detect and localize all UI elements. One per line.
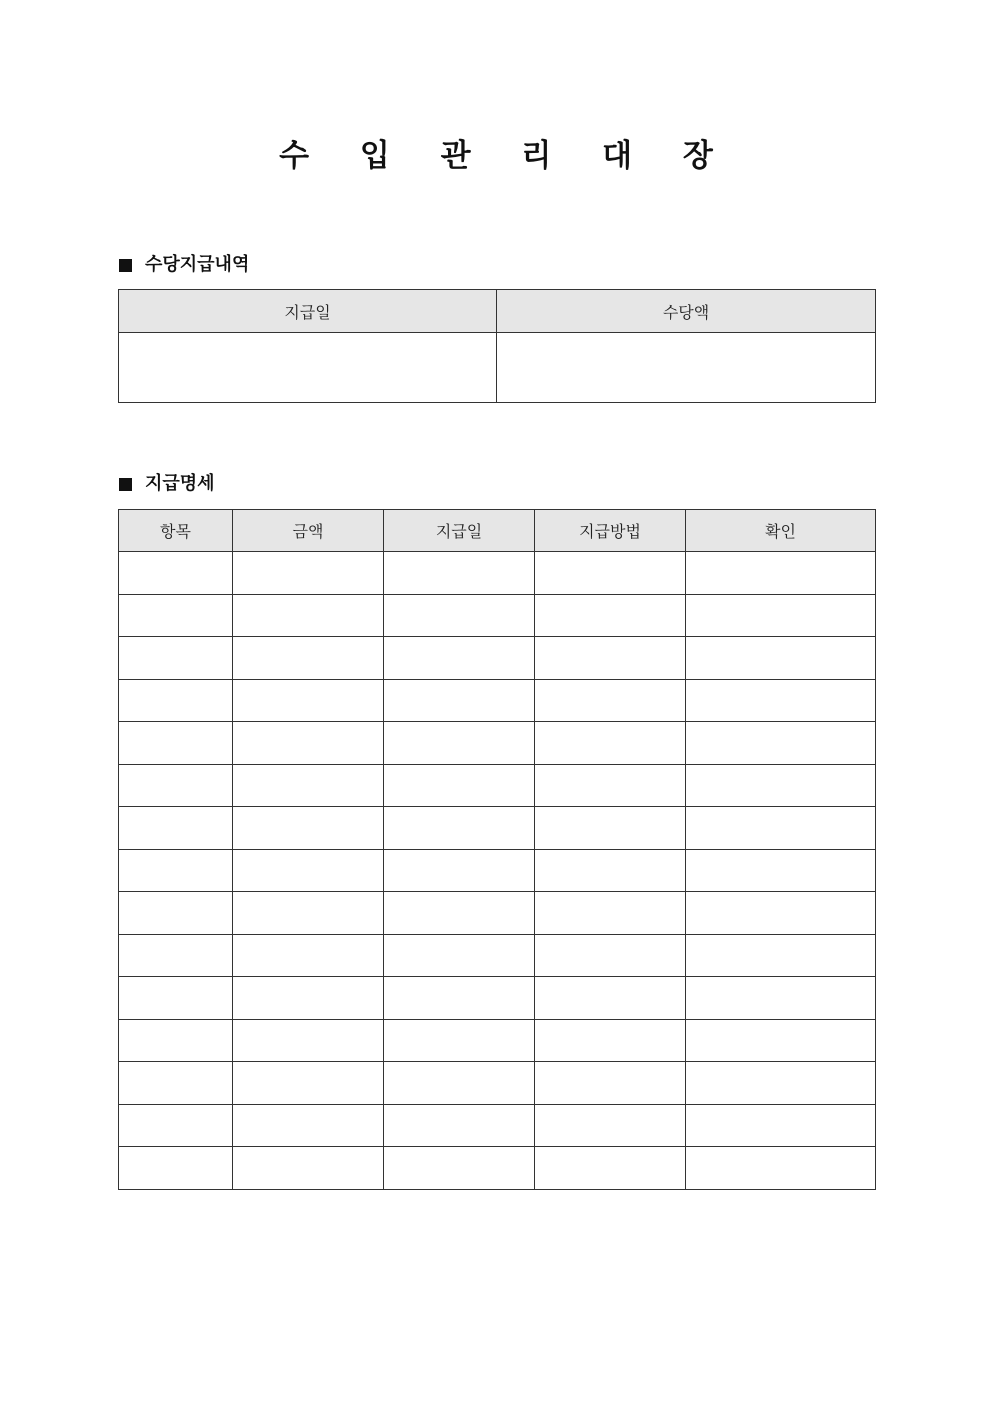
payment-date-cell[interactable] <box>384 1019 535 1062</box>
payment-method-cell[interactable] <box>535 637 686 680</box>
allowance-table <box>118 289 876 403</box>
details-section-heading <box>119 471 215 497</box>
square-bullet-icon <box>119 259 132 272</box>
item-cell[interactable] <box>119 1147 233 1190</box>
header-amount: 금액 <box>233 510 384 552</box>
payment-date-cell[interactable] <box>119 333 497 403</box>
item-cell[interactable] <box>119 552 233 595</box>
amount-cell[interactable] <box>233 594 384 637</box>
details-section-label: 지급명세 <box>145 473 215 494</box>
payment-method-cell[interactable] <box>535 594 686 637</box>
amount-cell[interactable] <box>233 807 384 850</box>
payment-method-cell[interactable] <box>535 1019 686 1062</box>
amount-cell[interactable] <box>233 892 384 935</box>
payment-method-cell[interactable] <box>535 1104 686 1147</box>
table-row <box>119 934 876 977</box>
allowance-header-row <box>119 290 876 333</box>
confirmation-cell[interactable] <box>686 1019 876 1062</box>
table-row <box>119 1104 876 1147</box>
payment-date-cell[interactable] <box>384 679 535 722</box>
header-confirmation: 확인 <box>686 510 876 552</box>
payment-method-cell[interactable] <box>535 722 686 765</box>
payment-date-cell[interactable] <box>384 934 535 977</box>
item-cell[interactable] <box>119 764 233 807</box>
payment-method-cell[interactable] <box>535 764 686 807</box>
payment-date-cell[interactable] <box>384 722 535 765</box>
amount-cell[interactable] <box>233 849 384 892</box>
item-cell[interactable] <box>119 807 233 850</box>
allowance-section-label: 수당지급내역 <box>145 254 250 275</box>
confirmation-cell[interactable] <box>686 594 876 637</box>
amount-cell[interactable] <box>233 1147 384 1190</box>
amount-cell[interactable] <box>233 637 384 680</box>
header-payment-date: 지급일 <box>119 290 497 333</box>
details-header-row <box>119 510 876 552</box>
confirmation-cell[interactable] <box>686 1147 876 1190</box>
payment-method-cell[interactable] <box>535 552 686 595</box>
confirmation-cell[interactable] <box>686 977 876 1020</box>
payment-date-cell[interactable] <box>384 849 535 892</box>
item-cell[interactable] <box>119 594 233 637</box>
payment-method-cell[interactable] <box>535 1147 686 1190</box>
table-row <box>119 849 876 892</box>
payment-method-cell[interactable] <box>535 977 686 1020</box>
item-cell[interactable] <box>119 1104 233 1147</box>
amount-cell[interactable] <box>233 1062 384 1105</box>
table-row <box>119 1019 876 1062</box>
table-row <box>119 722 876 765</box>
payment-date-cell[interactable] <box>384 892 535 935</box>
item-cell[interactable] <box>119 679 233 722</box>
payment-date-cell[interactable] <box>384 637 535 680</box>
payment-date-cell[interactable] <box>384 594 535 637</box>
table-row <box>119 764 876 807</box>
table-row <box>119 552 876 595</box>
amount-cell[interactable] <box>233 552 384 595</box>
amount-cell[interactable] <box>233 977 384 1020</box>
payment-method-cell[interactable] <box>535 892 686 935</box>
payment-method-cell[interactable] <box>535 679 686 722</box>
header-payment-method: 지급방법 <box>535 510 686 552</box>
confirmation-cell[interactable] <box>686 1104 876 1147</box>
payment-method-cell[interactable] <box>535 1062 686 1105</box>
confirmation-cell[interactable] <box>686 552 876 595</box>
table-row <box>119 637 876 680</box>
table-row <box>119 892 876 935</box>
header-payment-date: 지급일 <box>384 510 535 552</box>
item-cell[interactable] <box>119 637 233 680</box>
amount-cell[interactable] <box>233 764 384 807</box>
header-item: 항목 <box>119 510 233 552</box>
table-row <box>119 977 876 1020</box>
allowance-section-heading <box>119 252 249 278</box>
amount-cell[interactable] <box>233 679 384 722</box>
confirmation-cell[interactable] <box>686 892 876 935</box>
payment-method-cell[interactable] <box>535 807 686 850</box>
table-row <box>119 1062 876 1105</box>
payment-date-cell[interactable] <box>384 764 535 807</box>
payment-date-cell[interactable] <box>384 807 535 850</box>
confirmation-cell[interactable] <box>686 637 876 680</box>
square-bullet-icon <box>119 478 132 491</box>
item-cell[interactable] <box>119 1019 233 1062</box>
item-cell[interactable] <box>119 722 233 765</box>
table-row <box>119 1147 876 1190</box>
amount-cell[interactable] <box>233 1104 384 1147</box>
header-allowance-amount: 수당액 <box>497 290 876 333</box>
item-cell[interactable] <box>119 977 233 1020</box>
amount-cell[interactable] <box>233 934 384 977</box>
confirmation-cell[interactable] <box>686 722 876 765</box>
table-row <box>119 679 876 722</box>
table-row <box>119 807 876 850</box>
payment-date-cell[interactable] <box>384 552 535 595</box>
confirmation-cell[interactable] <box>686 1062 876 1105</box>
confirmation-cell[interactable] <box>686 849 876 892</box>
confirmation-cell[interactable] <box>686 807 876 850</box>
allowance-amount-cell[interactable] <box>497 333 876 403</box>
payment-method-cell[interactable] <box>535 849 686 892</box>
payment-date-cell[interactable] <box>384 977 535 1020</box>
confirmation-cell[interactable] <box>686 764 876 807</box>
item-cell[interactable] <box>119 1062 233 1105</box>
table-row <box>119 594 876 637</box>
item-cell[interactable] <box>119 892 233 935</box>
amount-cell[interactable] <box>233 1019 384 1062</box>
payment-date-cell[interactable] <box>384 1147 535 1190</box>
payment-details-table <box>118 509 876 1190</box>
confirmation-cell[interactable] <box>686 934 876 977</box>
payment-date-cell[interactable] <box>384 1104 535 1147</box>
table-row <box>119 333 876 403</box>
document-title: 수 입 관 리 대 장 <box>279 138 733 174</box>
confirmation-cell[interactable] <box>686 679 876 722</box>
payment-date-cell[interactable] <box>384 1062 535 1105</box>
item-cell[interactable] <box>119 934 233 977</box>
amount-cell[interactable] <box>233 722 384 765</box>
item-cell[interactable] <box>119 849 233 892</box>
payment-method-cell[interactable] <box>535 934 686 977</box>
details-table-body <box>119 552 876 1190</box>
